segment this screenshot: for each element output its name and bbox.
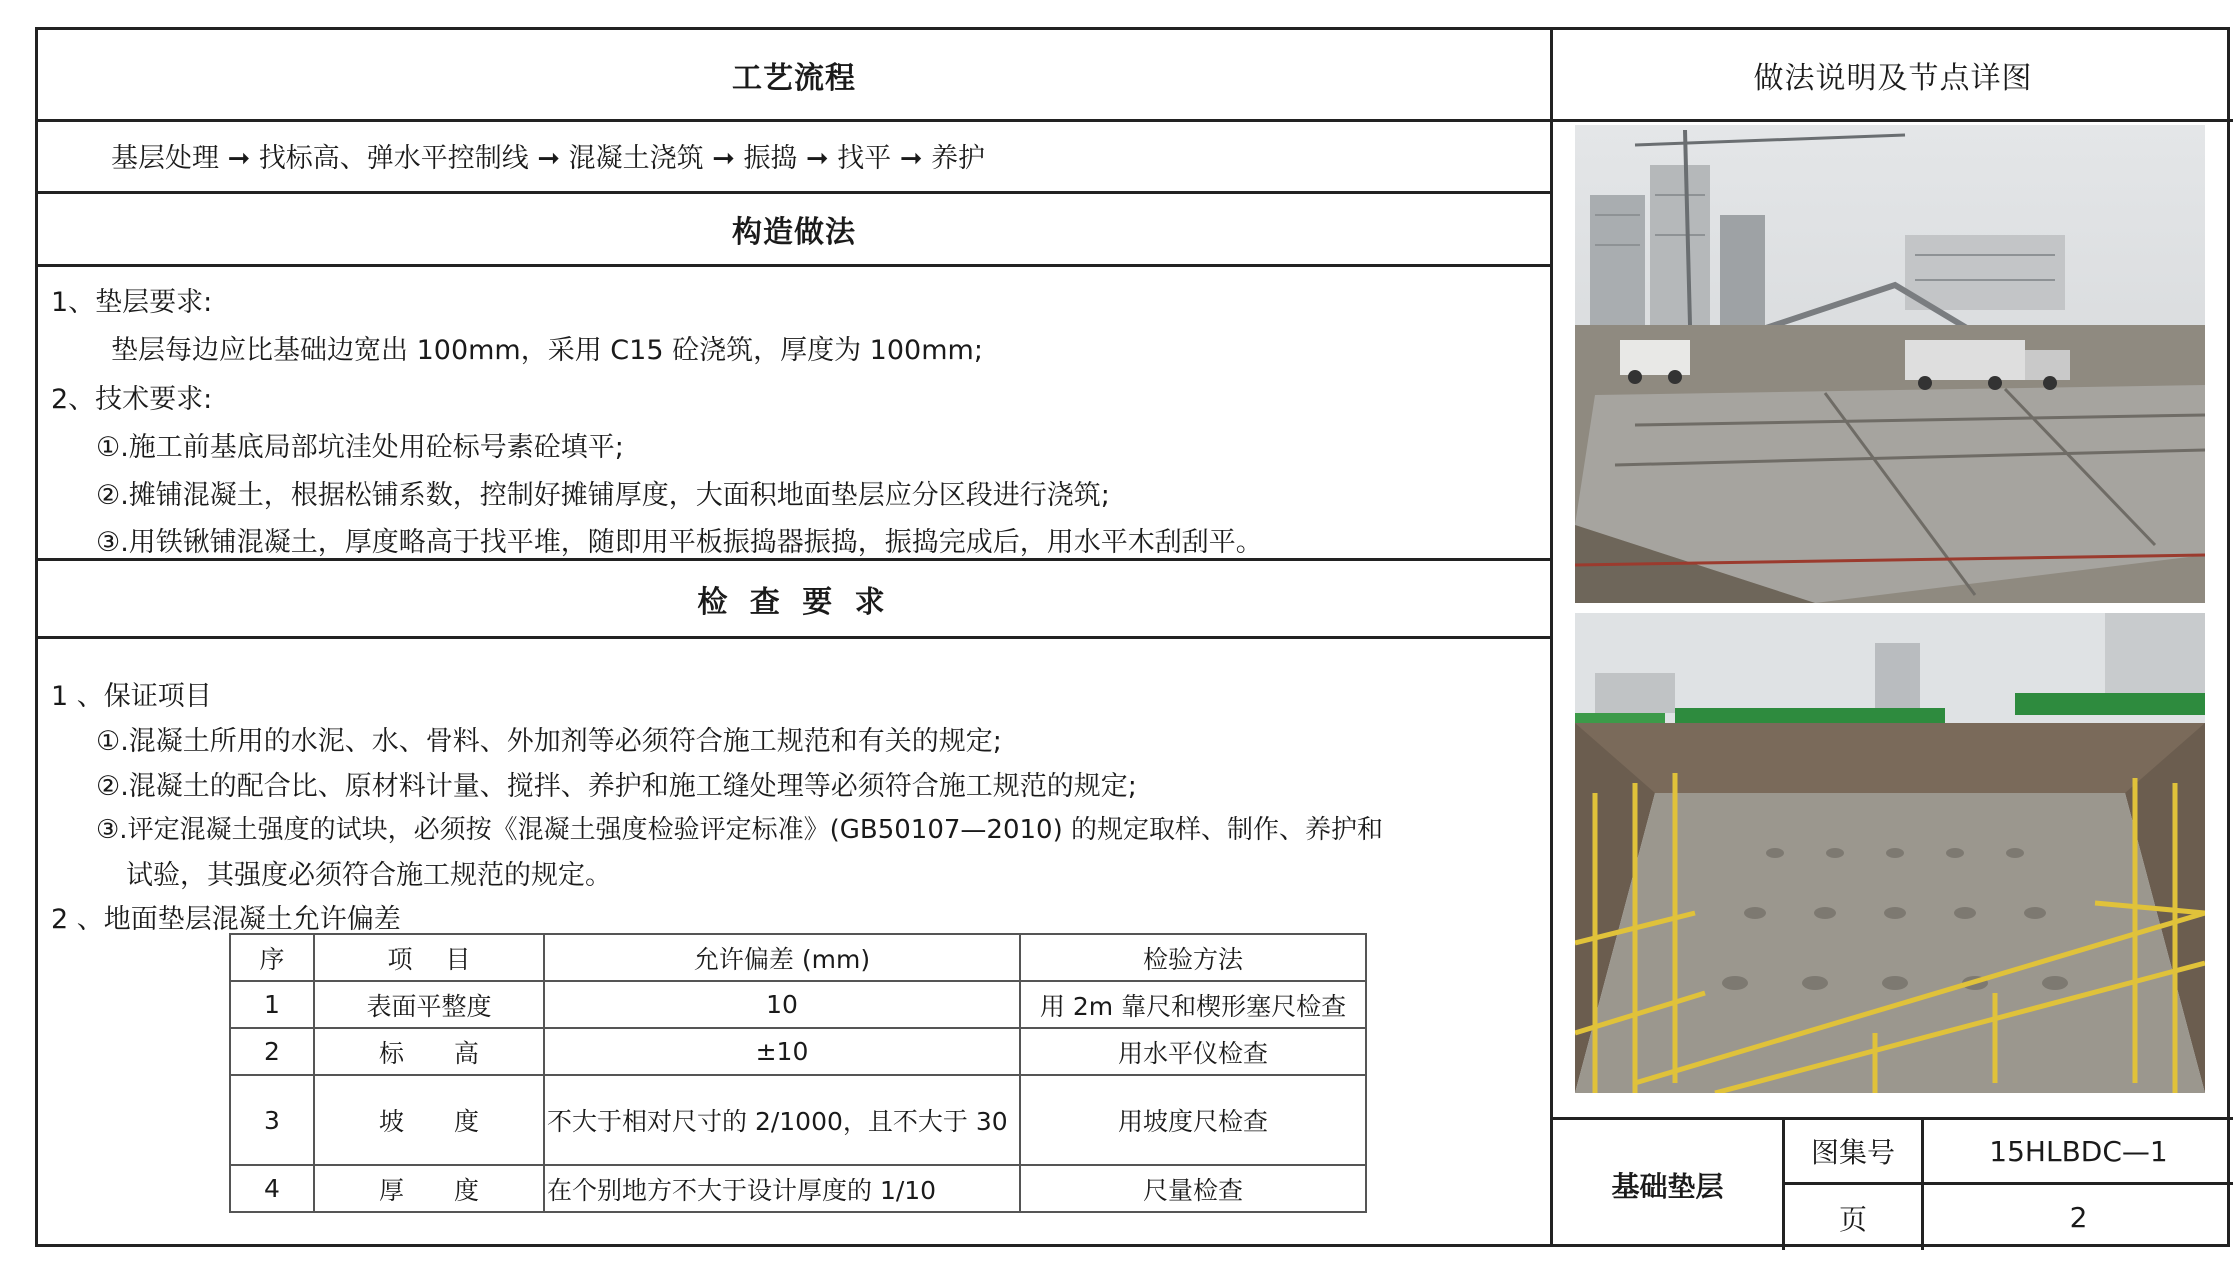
drawing-name: 基础垫层 xyxy=(1611,1170,1724,1203)
inspection-line: 试验，其强度必须符合施工规范的规定。 xyxy=(126,860,612,891)
table-cell: ±10 xyxy=(544,1028,1020,1075)
divider xyxy=(38,636,1550,639)
construction-title: 构造做法 xyxy=(732,215,856,250)
table-header-row xyxy=(230,934,1366,981)
arrow-icon: ➞ xyxy=(806,143,829,174)
inspection-line: 1 、保证项目 xyxy=(51,681,212,712)
column-divider xyxy=(1550,30,1553,1244)
table-cell: 尺量检查 xyxy=(1020,1165,1366,1212)
page-number: 2 xyxy=(2069,1201,2088,1234)
arrow-icon: ➞ xyxy=(712,143,735,174)
table-header-cell: 项 目 xyxy=(314,934,544,981)
photo-foundation-pit xyxy=(1575,613,2205,1093)
table-row xyxy=(230,1075,1366,1165)
inspection-line: ③.评定混凝土强度的试块，必须按《混凝土强度检验评定标准》(GB50107—2010) 的规定取样、制作、养护和 xyxy=(96,815,1383,845)
inspection-line: ②.混凝土的配合比、原材料计量、搅拌、养护和施工缝处理等必须符合施工规范的规定; xyxy=(96,771,1137,802)
page-label: 页 xyxy=(1838,1202,1867,1236)
table-cell: 厚 度 xyxy=(314,1165,544,1212)
process-step: 养护 xyxy=(931,143,986,174)
inspection-title: 检 查 要 求 xyxy=(697,584,891,620)
table-cell: 3 xyxy=(230,1075,314,1165)
drawing-sheet xyxy=(35,27,2230,1247)
arrow-icon: ➞ xyxy=(537,143,561,174)
construction-line: ①.施工前基底局部坑洼处用砼标号素砼填平; xyxy=(96,432,624,463)
table-cell: 用水平仪检查 xyxy=(1020,1028,1366,1075)
construction-line: ③.用铁锹铺混凝土，厚度略高于找平堆，随即用平板振捣器振捣，振捣完成后，用水平木刮刮平。 xyxy=(96,527,1263,558)
table-cell: 不大于相对尺寸的 2/1000，且不大于 30 xyxy=(544,1075,1020,1165)
right-panel-title: 做法说明及节点详图 xyxy=(1753,60,2033,96)
divider xyxy=(38,264,1550,267)
table-cell: 用坡度尺检查 xyxy=(1020,1075,1366,1165)
inspection-line: 2 、地面垫层混凝土允许偏差 xyxy=(51,904,401,935)
table-cell: 1 xyxy=(230,981,314,1028)
process-step: 振捣 xyxy=(743,143,798,174)
table-header-cell: 检验方法 xyxy=(1020,934,1366,981)
process-step: 找标高、弹水平控制线 xyxy=(258,143,529,174)
table-cell: 用 2m 靠尺和楔形塞尺检查 xyxy=(1020,981,1366,1028)
table-cell: 标 高 xyxy=(314,1028,544,1075)
process-step: 基层处理 xyxy=(111,143,219,174)
table-cell: 表面平整度 xyxy=(314,981,544,1028)
table-row xyxy=(230,1028,1366,1075)
atlas-label: 图集号 xyxy=(1810,1136,1895,1169)
construction-line: 垫层每边应比基础边宽出 100mm，采用 C15 砼浇筑，厚度为 100mm; xyxy=(111,335,983,366)
deviation-table xyxy=(229,933,1367,1213)
inspection-line: ①.混凝土所用的水泥、水、骨料、外加剂等必须符合施工规范和有关的规定; xyxy=(96,726,1002,757)
construction-line: ②.摊铺混凝土，根据松铺系数，控制好摊铺厚度，大面积地面垫层应分区段进行浇筑; xyxy=(96,480,1110,511)
table-cell: 2 xyxy=(230,1028,314,1075)
table-cell: 10 xyxy=(544,981,1020,1028)
construction-line: 1、垫层要求: xyxy=(51,287,213,318)
photo-concrete-pouring xyxy=(1575,125,2205,603)
process-step: 找平 xyxy=(837,143,892,174)
arrow-icon: ➞ xyxy=(227,143,251,174)
table-header-cell: 允许偏差 (mm) xyxy=(544,934,1020,981)
arrow-icon: ➞ xyxy=(899,143,923,174)
table-row xyxy=(230,1165,1366,1212)
divider xyxy=(38,119,1550,122)
table-header-cell: 序 xyxy=(230,934,314,981)
table-cell: 坡 度 xyxy=(314,1075,544,1165)
divider xyxy=(1550,119,2233,122)
process-title: 工艺流程 xyxy=(732,60,856,96)
table-row xyxy=(230,981,1366,1028)
atlas-number: 15HLBDC—1 xyxy=(1989,1134,2168,1168)
table-cell: 4 xyxy=(230,1165,314,1212)
table-cell: 在个别地方不大于设计厚度的 1/10 xyxy=(544,1165,1020,1212)
process-flow xyxy=(111,136,985,175)
process-step: 混凝土浇筑 xyxy=(568,143,704,174)
construction-line: 2、技术要求: xyxy=(51,384,213,415)
